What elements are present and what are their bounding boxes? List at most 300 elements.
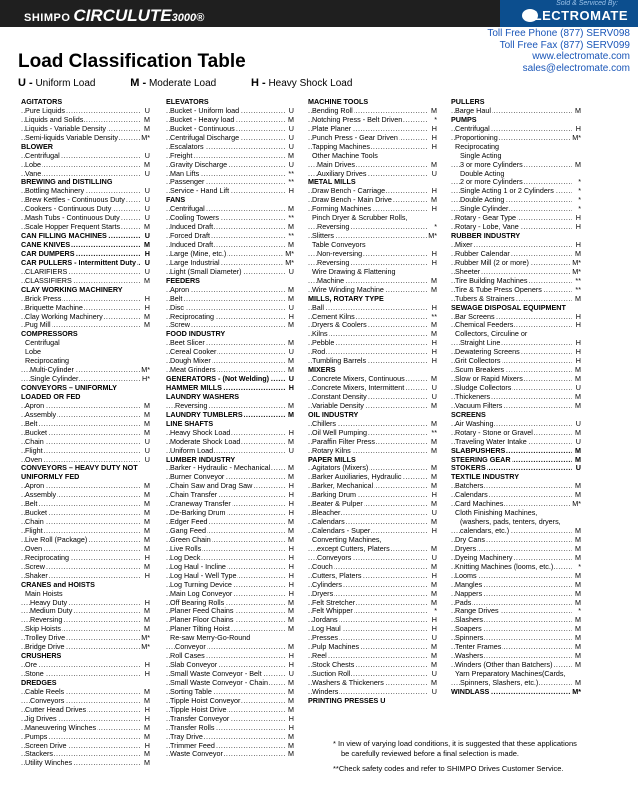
application-name: Rubber Mill (2 or more) (455, 258, 529, 267)
load-class: * (578, 205, 581, 214)
application-name: Heavy Duty (30, 598, 68, 607)
application-name: Batchers (455, 482, 484, 491)
application-row (308, 330, 437, 339)
load-class: H (144, 571, 150, 580)
load-class: M (431, 160, 437, 169)
load-class: M (575, 446, 581, 455)
load-class: M (144, 607, 150, 616)
application-name: Tray Drive (170, 732, 203, 741)
load-class: U (144, 169, 150, 178)
column-1 (21, 98, 150, 768)
application-name: Felt Stretcher (312, 598, 356, 607)
application-name: CANE KNIVES (21, 241, 71, 249)
application-name: Chain (25, 437, 44, 446)
application-row (166, 241, 294, 250)
application-row (21, 491, 150, 500)
application-name: BREWING and DISTILLING (21, 178, 113, 187)
load-class: M (575, 160, 581, 169)
application-name: Tipple Hoist Conveyor (170, 696, 241, 705)
application-row (166, 205, 294, 214)
application-name: CRANES and HOISTS (21, 580, 95, 589)
application-name: GENERATORS - (Not Welding) (166, 375, 270, 384)
application-name: Barker, Mechanical (312, 482, 374, 491)
category-heading (308, 178, 437, 187)
load-class: * (434, 115, 437, 124)
application-name: Log Deck (170, 553, 201, 562)
load-class: H (288, 187, 294, 196)
application-name: Cylinders (312, 580, 342, 589)
load-class: H (144, 705, 150, 714)
application-row (451, 330, 581, 339)
load-class: M (575, 491, 581, 500)
category-heading (166, 456, 294, 465)
application-row (308, 321, 437, 330)
load-class: H (288, 714, 294, 723)
load-class: U (288, 303, 294, 312)
application-row (308, 232, 437, 241)
load-class: H (575, 223, 581, 232)
application-row (451, 313, 581, 322)
category-heading (451, 232, 581, 241)
application-name: Stock Chests (312, 661, 355, 670)
category-heading (166, 277, 294, 286)
application-name: Main Drives (317, 160, 355, 169)
application-name: Dryers (312, 589, 334, 598)
application-row (451, 250, 581, 259)
application-name: Slow or Rapid Mixers (455, 375, 523, 384)
application-row (451, 152, 581, 161)
application-row (21, 563, 150, 572)
application-name: Suction Roll (312, 670, 351, 678)
application-name: Draw Bench - Carriage (312, 187, 386, 196)
load-class: H (431, 527, 437, 535)
application-row (166, 491, 294, 500)
category-heading (21, 286, 150, 295)
load-class: H (288, 500, 294, 509)
application-row (21, 759, 150, 768)
application-row (308, 357, 437, 366)
category-heading (308, 456, 437, 465)
application-row (308, 161, 437, 170)
application-row (21, 527, 150, 536)
application-row (308, 286, 437, 295)
application-name: Range Drives (455, 607, 499, 616)
load-class: U (144, 232, 150, 241)
application-name: Centrifugal (25, 151, 60, 160)
application-name: OIL INDUSTRY (308, 410, 359, 419)
footnotes (333, 739, 623, 774)
application-name: WINDLASS (451, 687, 490, 696)
load-class: M (575, 482, 581, 491)
application-name: PUMPS (451, 115, 477, 124)
application-name: Reciprocating (455, 142, 499, 151)
application-row (451, 643, 581, 652)
application-name: Conveyor (175, 643, 206, 652)
application-name: Log Haul - Incline (170, 562, 226, 571)
application-row (166, 625, 294, 634)
application-name: Transfer Conveyor (170, 714, 230, 723)
application-name: Table Conveyors (312, 241, 366, 249)
application-name: Chain (25, 518, 44, 527)
category-heading (21, 384, 150, 393)
application-row (21, 590, 150, 599)
application-row (451, 125, 581, 134)
application-row (308, 143, 437, 152)
application-name: Log Haul - Well Type (170, 571, 237, 580)
application-name: Clay Working Machinery (25, 312, 103, 321)
application-row (451, 268, 581, 277)
load-class: M* (141, 366, 150, 375)
application-name: Reversing (30, 616, 63, 625)
company-name: ELECTROMATE (524, 8, 628, 23)
application-name: Apron (25, 482, 45, 491)
category-heading (21, 330, 150, 339)
category-heading (21, 98, 150, 107)
application-name: Paraffin Filter Press (312, 437, 375, 446)
application-name: Multi-Cylinder (30, 366, 74, 375)
load-class: M (575, 616, 581, 625)
application-row (166, 438, 294, 447)
load-class: M* (572, 500, 581, 509)
application-name: COMPRESSORS (21, 330, 78, 339)
column-3 (308, 98, 437, 706)
application-row (21, 357, 150, 366)
application-row (308, 679, 437, 688)
legend-moderate: M - Moderate Load (130, 77, 217, 89)
application-row (451, 545, 581, 554)
load-class: U (575, 384, 581, 392)
application-name: Cutter Head Drives (25, 705, 87, 714)
application-row (308, 447, 437, 456)
application-row (308, 107, 437, 116)
load-class: H (431, 124, 437, 133)
application-name: Main Hoists (25, 589, 63, 598)
load-class: U (431, 509, 437, 518)
application-row (451, 134, 581, 143)
application-row (451, 170, 581, 179)
application-name: Lobe (25, 160, 41, 169)
application-name: Flight (25, 446, 43, 455)
load-class: M (575, 625, 581, 634)
application-row (21, 161, 150, 170)
application-row (308, 518, 437, 527)
application-row (451, 187, 581, 196)
application-row (21, 223, 150, 232)
application-name: Bucket (25, 428, 47, 437)
application-row (451, 420, 581, 429)
application-row (166, 661, 294, 670)
load-class: M (575, 589, 581, 598)
application-name: Reversing (317, 223, 350, 232)
application-row (21, 733, 150, 742)
load-class: M (288, 535, 294, 544)
application-name: Sheeter (455, 267, 481, 276)
application-row (166, 152, 294, 161)
application-row (166, 715, 294, 724)
application-name: Concrete Mixers, Continuous (312, 375, 405, 384)
application-row (166, 321, 294, 330)
application-name: Meat Grinders (170, 366, 216, 375)
category-heading (166, 411, 294, 420)
application-row (308, 402, 437, 411)
application-row (21, 724, 150, 733)
application-name: Moderate Shock Load (170, 437, 241, 446)
load-class: M (144, 527, 150, 535)
fax: Toll Free Fax (877) SERV099 (499, 39, 630, 51)
load-class: M (431, 446, 437, 455)
application-row (308, 482, 437, 491)
application-name: Traveling Water Intake (455, 437, 527, 446)
load-class: U (288, 124, 294, 133)
application-name: Tire Building Machines (455, 276, 528, 285)
application-name: Non-reversing (317, 249, 363, 258)
load-class: H* (142, 375, 150, 384)
category-heading (21, 143, 150, 152)
load-class: U (431, 384, 437, 392)
category-heading (166, 384, 294, 393)
application-name: Green Chain (170, 535, 211, 544)
category-heading (308, 366, 437, 375)
application-name: Dyeing Machinery (455, 553, 513, 562)
application-name: Mixer (455, 241, 473, 249)
load-class: M (144, 428, 150, 437)
load-class: H (144, 249, 150, 258)
load-class: H (144, 670, 150, 678)
email-link[interactable]: sales@electromate.com (522, 62, 630, 74)
website-link[interactable]: www.electromate.com (532, 51, 630, 62)
application-name: Dryers (455, 544, 477, 553)
application-name: STEERING GEAR (451, 455, 511, 464)
load-class: H (144, 714, 150, 723)
load-class: H (288, 723, 294, 732)
application-name: LUMBER INDUSTRY (166, 455, 236, 464)
application-row (308, 420, 437, 429)
application-name: except Cutters, Platers (317, 544, 390, 553)
application-row (308, 607, 437, 616)
load-class: U (144, 437, 150, 446)
application-row (166, 509, 294, 518)
application-row (308, 196, 437, 205)
application-row (21, 482, 150, 491)
application-name: Washers (455, 652, 484, 661)
application-row (451, 500, 581, 509)
application-name: De-Barking Drum (170, 509, 226, 518)
application-row (21, 205, 150, 214)
load-class: U (575, 464, 581, 473)
load-class: U (288, 160, 294, 169)
load-class: M (431, 643, 437, 652)
application-row (451, 241, 581, 250)
application-row (451, 348, 581, 357)
sold-by-label: Sold & Serviced By: (556, 0, 618, 7)
application-row (21, 429, 150, 438)
application-name: Bleacher (312, 509, 341, 518)
load-class: H (144, 303, 150, 312)
application-name: CAR DUMPERS (21, 249, 75, 258)
application-name: Liquids - Variable Density (25, 124, 106, 133)
category-heading (21, 393, 150, 402)
load-class: H (144, 553, 150, 562)
application-name: Tipple Hoist Drive (170, 705, 227, 714)
load-class: M (575, 634, 581, 643)
load-class: U (288, 106, 294, 115)
category-heading (308, 411, 437, 420)
application-name: Pug Mill (25, 321, 51, 330)
application-row (166, 187, 294, 196)
load-class: M (144, 276, 150, 285)
application-row (21, 214, 150, 223)
application-row (308, 384, 437, 393)
load-class: M (288, 750, 294, 759)
application-row (166, 750, 294, 759)
legend-heavy: H - Heavy Shock Load (251, 77, 353, 89)
load-class: M* (572, 267, 581, 276)
load-class: M (575, 598, 581, 607)
application-name: Concrete Mixers, Intermittent (312, 384, 405, 392)
load-class: U (575, 437, 581, 446)
application-name: Oven (25, 544, 43, 553)
application-name: LINE SHAFTS (166, 419, 214, 428)
application-row (166, 545, 294, 554)
application-row (21, 697, 150, 706)
application-name: Gravity Discharge (170, 160, 228, 169)
application-row (451, 196, 581, 205)
application-name: Planer Floor Chains (170, 616, 234, 625)
application-name: ELEVATORS (166, 98, 209, 106)
load-class: * (434, 607, 437, 616)
application-name: Barker - Hydraulic - Mechanical (170, 464, 271, 473)
application-row (308, 509, 437, 518)
application-row (21, 116, 150, 125)
application-name: CRUSHERS (21, 652, 62, 661)
load-class: H (144, 294, 150, 303)
application-row (21, 456, 150, 465)
application-name: Rod (312, 348, 326, 357)
application-name: PRINTING PRESSES U (308, 696, 386, 705)
application-name: Skip Hoists (25, 625, 61, 634)
application-name: Wire Winding Machine (312, 285, 384, 294)
load-class: M (431, 321, 437, 330)
application-row (308, 554, 437, 563)
load-class: M (144, 696, 150, 705)
application-name: Beet Slicer (170, 339, 205, 348)
application-name: Barge Haul (455, 106, 491, 115)
application-name: Air Washing (455, 419, 494, 428)
application-row (166, 143, 294, 152)
load-class: M (144, 312, 150, 321)
application-name: STOKERS (451, 464, 486, 473)
application-name: Slab Conveyor (170, 661, 218, 670)
application-row (308, 152, 437, 161)
load-class: M (288, 357, 294, 366)
application-name: Bucket (25, 509, 47, 518)
application-name: Notching Press - Belt Driven (312, 115, 403, 124)
load-class: M (431, 580, 437, 589)
application-row (451, 295, 581, 304)
application-row (21, 170, 150, 179)
load-class: M (431, 652, 437, 661)
category-heading (21, 241, 150, 250)
load-class: U (144, 258, 150, 267)
load-class: M (144, 410, 150, 419)
load-class: M (431, 589, 437, 598)
load-class: U (431, 392, 437, 401)
category-heading (451, 447, 581, 456)
application-row (166, 599, 294, 608)
application-row (308, 473, 437, 482)
application-row (308, 599, 437, 608)
application-row (308, 170, 437, 179)
load-class: M* (141, 643, 150, 652)
application-name: Double Acting (460, 196, 505, 205)
application-name: Bottling Machinery (25, 187, 85, 196)
application-row (166, 304, 294, 313)
category-heading (21, 581, 150, 590)
application-row (21, 554, 150, 563)
load-class: * (578, 562, 581, 571)
application-name: Presses (312, 634, 338, 643)
application-row (166, 286, 294, 295)
application-row (166, 402, 294, 411)
application-row (451, 205, 581, 214)
load-class: M (288, 678, 294, 687)
application-name: PULLERS (451, 98, 485, 106)
application-row (308, 214, 437, 223)
load-class: ** (288, 214, 294, 223)
load-class: M (288, 473, 294, 482)
application-row (21, 500, 150, 509)
application-row (451, 286, 581, 295)
application-name: BLOWER (21, 142, 53, 151)
load-class: M (431, 661, 437, 670)
application-row (451, 491, 581, 500)
application-name: Chemical Feeders (455, 321, 514, 330)
application-name: Live Roll (Package) (25, 535, 88, 544)
load-class: M (288, 741, 294, 750)
load-class: M (144, 625, 150, 634)
application-row (166, 581, 294, 590)
application-name: Sludge Collectors (455, 384, 512, 392)
load-class: M (144, 687, 150, 696)
application-row (451, 438, 581, 447)
application-name: Washers & Thickeners (312, 678, 384, 687)
application-row (166, 733, 294, 742)
application-row (21, 152, 150, 161)
load-class: U (144, 106, 150, 115)
application-name: Single Cylinder (460, 205, 509, 214)
application-name: Screw (170, 321, 190, 330)
application-name: CAN FILLING MACHINES (21, 232, 107, 241)
application-name: Reversing (317, 258, 350, 267)
application-name: Live Rolls (170, 544, 202, 553)
application-name: Trolley Drive (25, 634, 66, 643)
application-name: Yarn Preparatory Machines(Cards, (455, 670, 566, 678)
application-name: MIXERS (308, 366, 336, 375)
load-class: * (578, 178, 581, 187)
application-name: LAUNDRY TUMBLERS (166, 410, 243, 419)
application-name: DREDGES (21, 678, 57, 687)
application-name: Medium Duty (30, 607, 73, 616)
application-row (21, 616, 150, 625)
application-name: Scale Hopper Frequent Starts (25, 223, 121, 232)
load-class: M* (572, 687, 581, 696)
application-row (308, 643, 437, 652)
load-legend (18, 77, 384, 89)
application-name: Rubber Calendar (455, 249, 510, 258)
load-class: H (144, 661, 150, 670)
application-name: Winders (Other than Batchers) (455, 661, 553, 670)
application-row (308, 304, 437, 313)
